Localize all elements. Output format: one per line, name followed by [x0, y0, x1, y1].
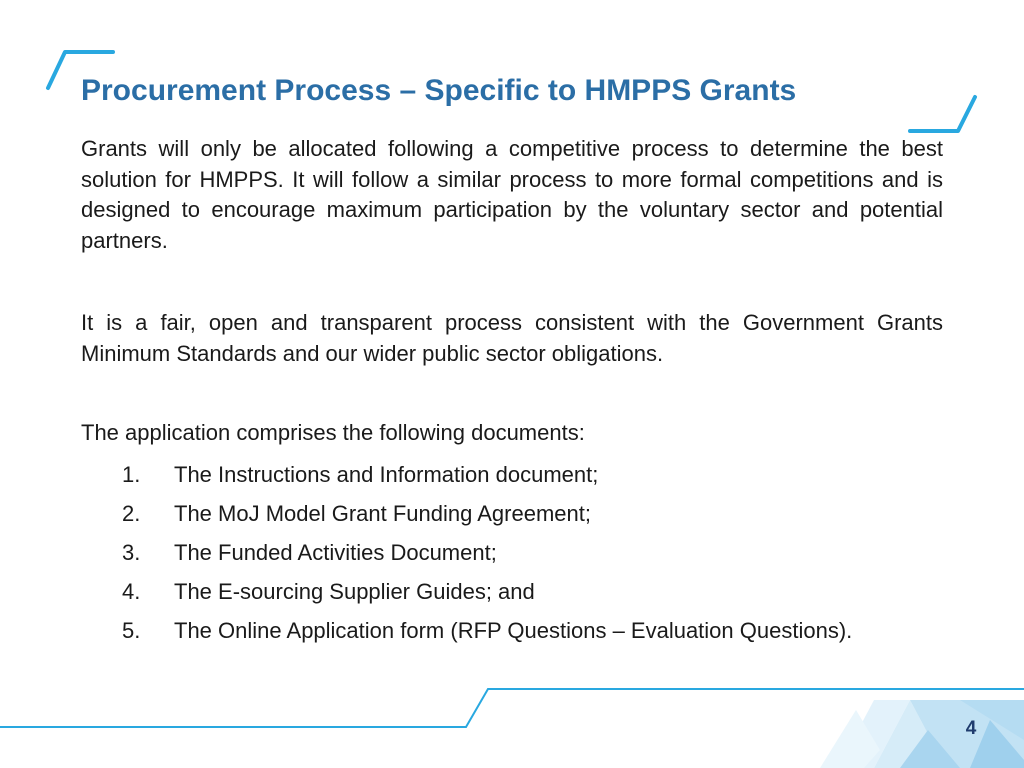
documents-intro: The application comprises the following documents:	[81, 420, 585, 445]
list-item	[122, 577, 943, 608]
list-item-text: The Funded Activities Document;	[174, 540, 497, 565]
corner-triangle-pattern	[820, 700, 1024, 768]
list-item	[122, 538, 943, 569]
top-right-bracket-icon	[910, 97, 975, 131]
list-item-text: The Online Application form (RFP Questions – Evaluation Questions).	[174, 618, 853, 643]
list-item	[122, 499, 943, 530]
page-number: 4	[965, 718, 977, 739]
list-item-text: The Instructions and Information document;	[174, 462, 599, 487]
list-item	[122, 460, 943, 491]
list-item-number: 3.	[122, 540, 141, 565]
slide-title: Procurement Process – Specific to HMPPS Grants	[81, 74, 797, 107]
standards-paragraph: It is a fair, open and transparent process consistent with the Government Grants Minimum Standards and our wider public sector obligations.	[81, 310, 943, 366]
list-item	[122, 616, 943, 647]
list-item-number: 5.	[122, 618, 141, 643]
list-item-text: The MoJ Model Grant Funding Agreement;	[174, 501, 591, 526]
list-item-number: 4.	[122, 579, 141, 604]
list-item-text: The E-sourcing Supplier Guides; and	[174, 579, 535, 604]
intro-paragraph: Grants will only be allocated following a competitive process to determine the best solution for HMPPS. It will follow a similar process to more formal competitions and is designed to encourage maximum participation by the voluntary sector and potential partners.	[81, 136, 943, 253]
documents-list	[122, 460, 943, 655]
list-item-number: 1.	[122, 462, 141, 487]
list-item-number: 2.	[122, 501, 141, 526]
